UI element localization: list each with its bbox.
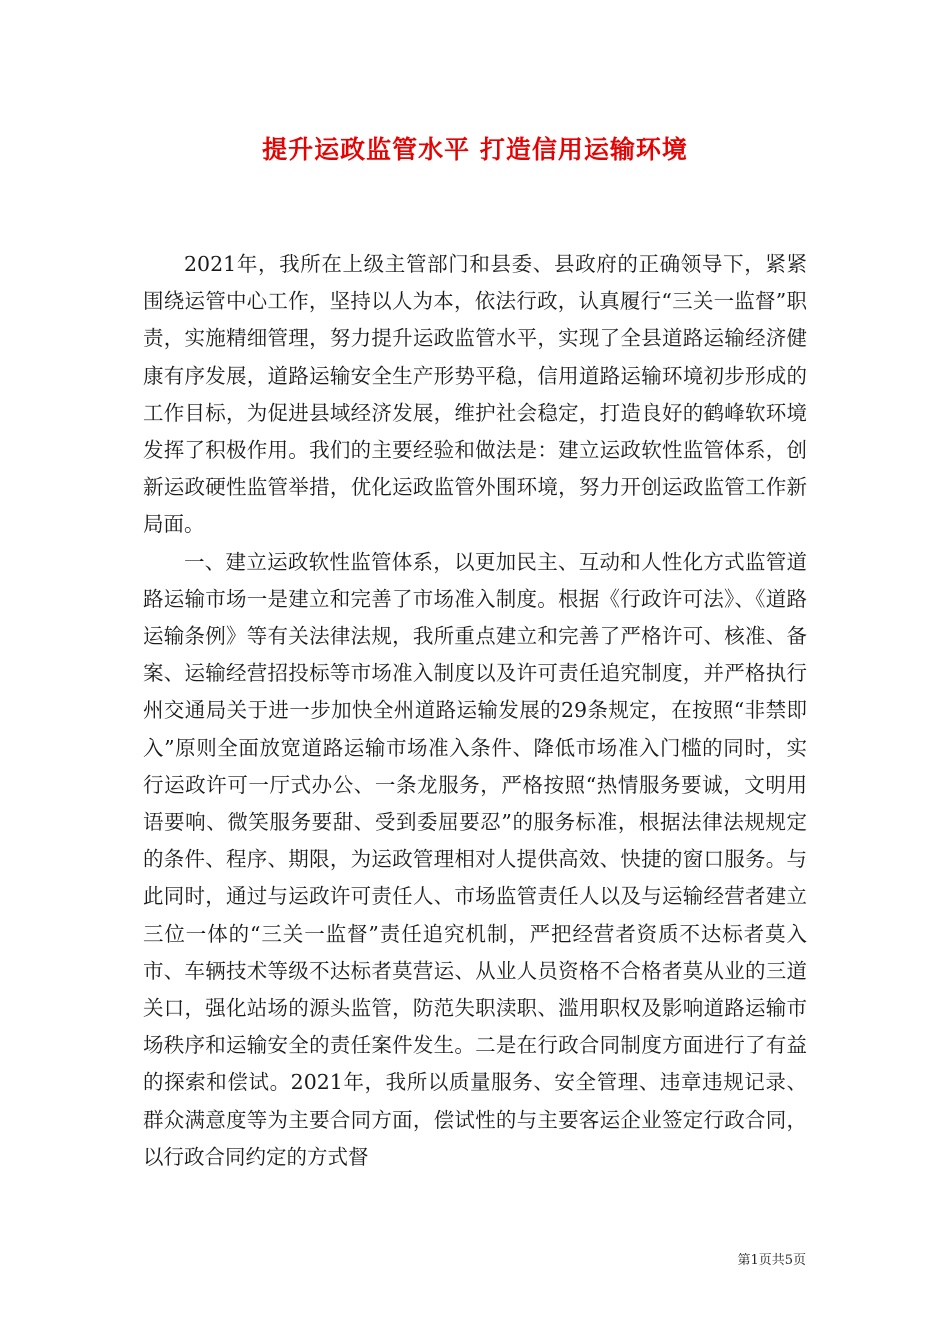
- page-number-footer: 第1页共5页: [737, 1253, 806, 1268]
- paragraph-intro: 2021年，我所在上级主管部门和县委、县政府的正确领导下，紧紧围绕运管中心工作，坚持以人为本，依法行政，认真履行“三关一监督”职责，实施精细管理，努力提升运政监管水平，实现了全县道路运输经济健康有序发展，道路运输安全生产形势平稳，信用道路运输环境初步形成的工作目标，为促进县域经济发展，维护社会稳定，打造良好的鹤峰软环境发挥了积极作用。我们的主要经验和做法是：建立运政软性监管体系，创新运政硬性监管举措，优化运政监管外围环境，努力开创运政监管工作新局面。: [143, 252, 807, 537]
- document-title: 提升运政监管水平 打造信用运输环境: [262, 135, 688, 164]
- document-body: [143, 246, 807, 1176]
- paragraph-section-one: 一、建立运政软性监管体系，以更加民主、互动和人性化方式监管道路运输市场一是建立和完善了市场准入制度。根据《行政许可法》、《道路运输条例》等有关法律法规，我所重点建立和完善了严格许可、核准、备案、运输经营招投标等市场准入制度以及许可责任追究制度，并严格执行州交通局关于进一步加快全州道路运输发展的29条规定，在按照“非禁即入”原则全面放宽道路运输市场准入条件、降低市场准入门槛的同时，实行运政许可一厅式办公、一条龙服务，严格按照“热情服务要诚，文明用语要响、微笑服务要甜、受到委屈要忍”的服务标准，根据法律法规规定的条件、程序、期限，为运政管理相对人提供高效、快捷的窗口服务。与此同时，通过与运政许可责任人、市场监管责任人以及与运输经营者建立三位一体的“三关一监督”责任追究机制，严把经营者资质不达标者莫入市、车辆技术等级不达标者莫营运、从业人员资格不合格者莫从业的三道关口，强化站场的源头监管，防范失职渎职、滥用职权及影响道路运输市场秩序和运输安全的责任案件发生。二是在行政合同制度方面进行了有益的探索和偿试。2021年，我所以质量服务、安全管理、违章违规记录、群众满意度等为主要合同方面，偿试性的与主要客运企业签定行政合同，以行政合同约定的方式督: [143, 549, 807, 1169]
